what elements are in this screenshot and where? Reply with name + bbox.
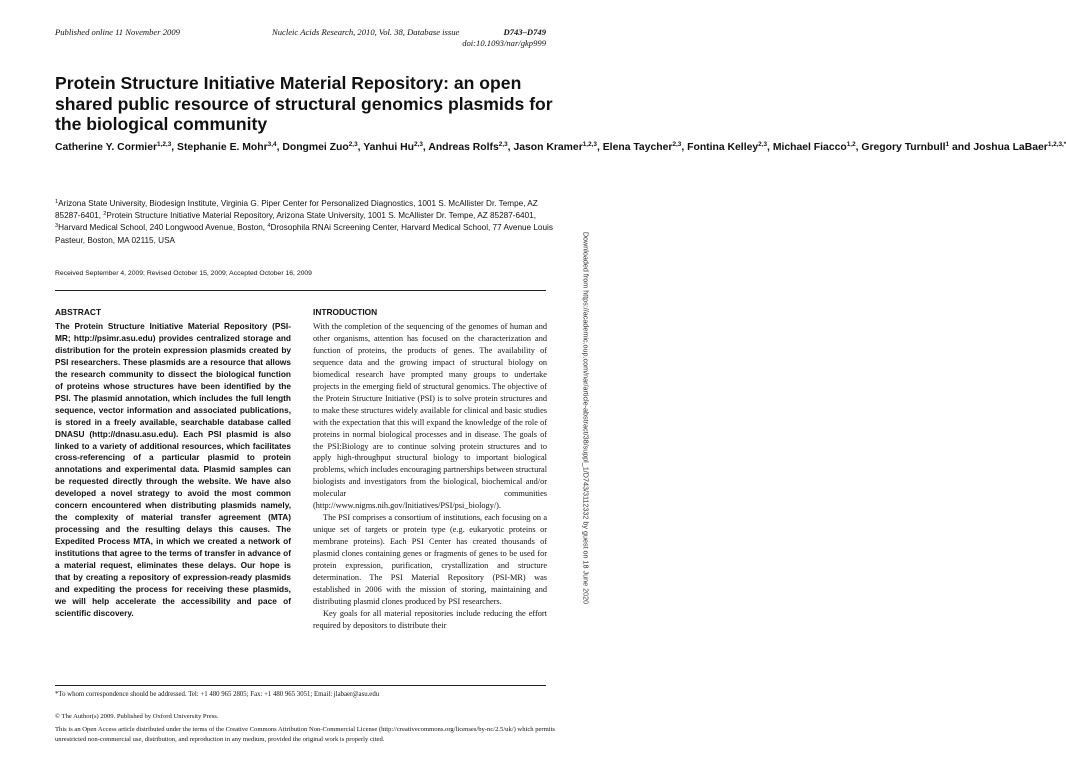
affiliation-1: Arizona State University, Biodesign Institute, Virginia G. Piper Center for Personalized Diagnostics, 1001 S. McAllister Dr. Tempe, AZ 85287-6401, (55, 199, 538, 221)
published-date: Published online 11 November 2009 (55, 27, 180, 37)
author-separator: , (596, 142, 603, 153)
author-name-text: Yanhui Hu (363, 142, 415, 153)
author-name-text: Fontina Kelley (687, 142, 759, 153)
intro-paragraph-1: With the completion of the sequencing of the genomes of human and other organisms, attention has focused on the characterization and function of proteins, the products of genes. The availability of sequence data and the growing impact of structural biology on biomedical research have prompted many groups to undertake projects in the emerging field of structural genomics. The objective of the Protein Structure Initiative (PSI) is to solve protein structures and to make these structures widely available for clinical and basic studies with the expectation that this will expand the knowledge of the role of proteins in normal biological processes and in disease. The goals of the PSI:Biology are to continue solving protein structures and to apply high-throughput structural biology to important biological problems, which includes encouraging partnerships between structural biologists and investigators from the biological, biochemical and/or molecular communities (http://www.nigms.nih.gov/Initiatives/PSI/psi_biology/). (313, 322, 547, 511)
author-name (973, 142, 1066, 153)
download-watermark: Downloaded from https://academic.oup.com/nar/article-abstract/38/suppl_1/D743/3112332 by guest on 18 June 2020 (581, 231, 591, 605)
affiliation-marker: 2 (103, 211, 107, 218)
author-affiliation-marker: 1,2,3 (582, 141, 597, 148)
doi[interactable]: doi:10.1093/nar/gkp999 (462, 37, 546, 48)
page-range: D743–D749 (503, 27, 546, 37)
author-name-text: Jason Kramer (513, 142, 583, 153)
header-divider (55, 290, 546, 291)
affiliation-3: Harvard Medical School, 240 Longwood Avenue, Boston, (58, 223, 268, 233)
author-separator: , (507, 142, 514, 153)
affiliation-2: Protein Structure Initiative Material Repository, Arizona State University, 1001 S. McAllister Dr. Tempe, AZ 85287-6401, (106, 211, 536, 221)
author-name (861, 142, 949, 153)
author-affiliation-marker: 2,3 (414, 141, 423, 148)
author-separator: , (357, 142, 364, 153)
introduction-heading: INTRODUCTION (313, 307, 378, 317)
received-dates: Received September 4, 2009; Revised October 15, 2009; Accepted October 16, 2009 (55, 270, 312, 277)
affiliation-marker: 4 (267, 223, 271, 230)
copyright-notice (55, 712, 555, 744)
author-name-text: Michael Fiacco (772, 142, 847, 153)
author-separator: , (767, 142, 773, 153)
affiliation-4: Drosophila RNAi Screening Center, Harvard Medical School, 77 Avenue Louis Pasteur, Boston, MA 02115, USA (55, 223, 553, 245)
author-list (55, 140, 1066, 157)
affiliations (55, 198, 565, 247)
author-affiliation-marker: 2,3 (348, 141, 358, 148)
author-name (603, 142, 682, 153)
author-separator: and (949, 142, 974, 153)
author-affiliation-marker: 2,3 (672, 141, 682, 148)
intro-paragraph-2: The PSI comprises a consortium of institutions, each focusing on a unique set of targets or protein type (e.g. eukaryotic proteins or membrane proteins). Each PSI Center has created thousands of plasmid clones containing genes or fragments of genes to be used for protein expression, purification, crystallization and structure determination. The PSI Material Repository (PSI-MR) was established in 2006 with the mission of storing, maintaining and distributing plasmid clones produced by PSI researchers. (313, 513, 547, 606)
author-separator: , (276, 142, 283, 153)
affiliation-marker: 3 (55, 223, 59, 230)
introduction-body (313, 321, 547, 632)
author-name (177, 142, 277, 153)
correspondence-footnote: *To whom correspondence should be addressed. Tel: +1 480 965 2805; Fax: +1 480 965 3051; Email: jlabaer@asu.edu (55, 691, 380, 698)
footnote-divider (55, 685, 546, 686)
license-text: This is an Open Access article distributed under the terms of the Creative Commons Attribution Non-Commercial License (http://creativecommons.org/licenses/by-nc/2.5/uk/) which permits unrestricted non-commercial use, distribution, and reproduction in any medium, provided the original work is properly cited. (55, 726, 555, 743)
author-affiliation-marker: 2,3 (758, 141, 768, 148)
author-name-text: Elena Taycher (602, 142, 673, 153)
author-affiliation-marker: 1,2,3,* (1047, 141, 1066, 148)
author-affiliation-marker: 3,4 (267, 141, 277, 148)
intro-paragraph-3: Key goals for all material repositories include reducing the effort required by depositors to distribute their (313, 608, 547, 630)
author-name (428, 142, 507, 153)
author-separator: , (171, 142, 178, 153)
author-name (55, 142, 171, 153)
author-name-text: Joshua LaBaer (973, 142, 1048, 153)
page-range-block (462, 27, 546, 48)
author-name (363, 142, 423, 153)
copyright-line: © The Author(s) 2009. Published by Oxford University Press. (55, 713, 219, 720)
author-name (687, 142, 767, 153)
author-affiliation-marker: 1,2,3 (157, 141, 172, 148)
author-name-text: Andreas Rolfs (428, 142, 499, 153)
author-name (773, 142, 856, 153)
author-affiliation-marker: 1,2 (846, 141, 856, 148)
abstract-heading: ABSTRACT (55, 307, 102, 317)
author-name (513, 142, 597, 153)
author-separator: , (855, 142, 862, 153)
author-name-text: Gregory Turnbull (861, 142, 946, 153)
author-name (282, 142, 357, 153)
author-separator: , (422, 142, 429, 153)
journal-citation: Nucleic Acids Research, 2010, Vol. 38, Database issue (272, 27, 460, 37)
article-title: Protein Structure Initiative Material Repository: an open shared public resource of structural genomics plasmids for the biological community (55, 73, 553, 134)
author-name-text: Stephanie E. Mohr (177, 142, 268, 153)
author-affiliation-marker: 1 (945, 141, 950, 148)
author-name-text: Dongmei Zuo (282, 142, 349, 153)
author-separator: , (681, 142, 688, 153)
author-affiliation-marker: 2,3 (498, 141, 508, 148)
abstract-text: The Protein Structure Initiative Material Repository (PSI-MR; http://psimr.asu.edu) provides centralized storage and distribution for the protein expression plasmids created by PSI researchers. These plasmids are a resource that allows the research community to dissect the biological function of proteins whose structures have been identified by the PSI. The plasmid annotation, which includes the full length sequence, vector information and associated publications, is stored in a freely available, searchable database called DNASU (http://dnasu.asu.edu). Each PSI plasmid is also linked to a variety of additional resources, which facilitates cross-referencing of a particular plasmid to protein annotations and experimental data. Plasmid samples can be requested directly through the website. We have also developed a novel strategy to avoid the most common concern encountered when distributing plasmids namely, the complexity of material transfer agreement (MTA) processing and the resulting delays this causes. The Expedited Process MTA, in which we created a network of institutions that agree to the terms of transfer in advance of a material request, eliminates these delays. Our hope is that by creating a repository of expression-ready plasmids and expediting the process for receiving these plasmids, we will help accelerate the accessibility and pace of scientific discovery. (55, 321, 291, 618)
author-name-text: Catherine Y. Cormier (55, 142, 158, 153)
affiliation-marker: 1 (55, 199, 59, 205)
